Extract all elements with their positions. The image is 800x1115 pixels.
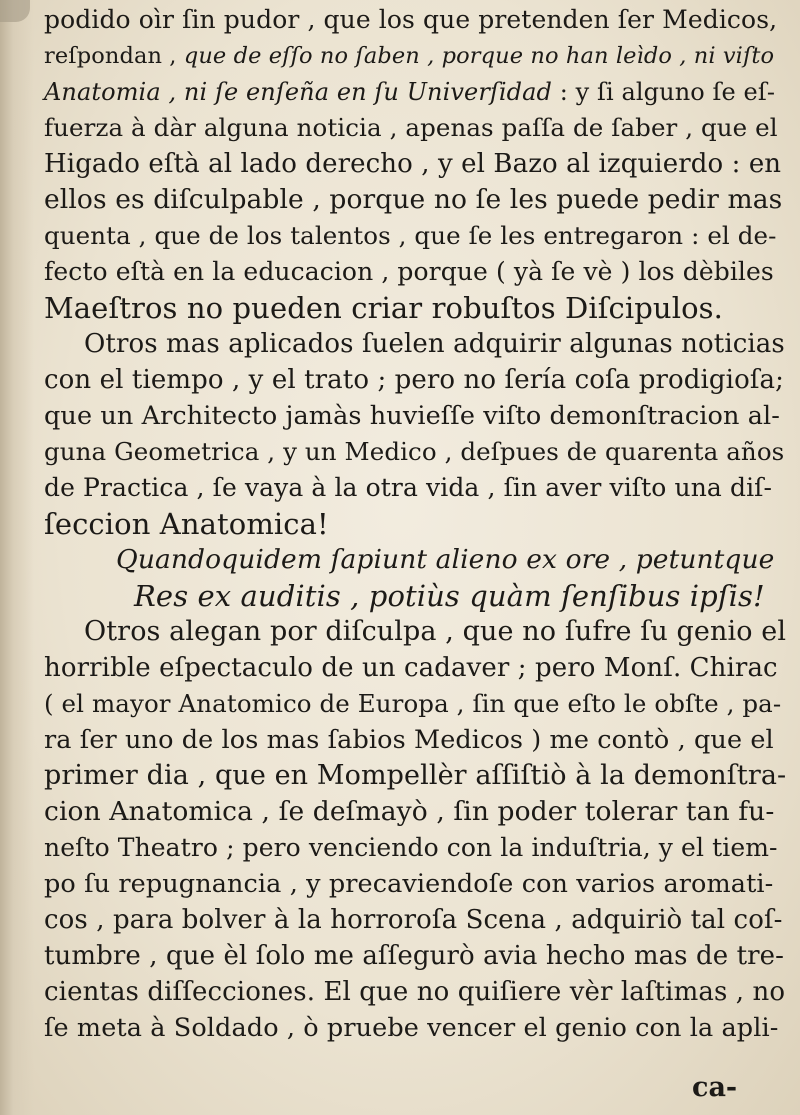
catchword: ca- [692, 1072, 738, 1103]
text-segment: Otros mas aplicados ſuelen adquirir algunas noticias [84, 329, 785, 359]
page-text [36, 2, 786, 1046]
text-segment: : y ſi alguno ſe eſ- [551, 78, 776, 106]
text-segment: neſto Theatro ; pero venciendo con la induſtria, y el tiem- [44, 833, 778, 862]
text-line [36, 398, 786, 434]
text-segment: Otros alegan por diſculpa , que no ſufre ſu genio el [84, 616, 787, 647]
text-segment: po ſu repugnancia , y precaviendoſe con varios aromati- [44, 869, 774, 899]
text-line [36, 830, 786, 866]
text-line [36, 218, 786, 254]
text-segment: cion Anatomica , ſe deſmayò , ſin poder tolerar tan fu- [44, 796, 775, 827]
italic-text-segment: que de eſſo no ſaben , porque no han leìdo , ni viſto [183, 43, 775, 69]
text-line [36, 326, 786, 362]
text-line [36, 146, 786, 182]
text-segment: que un Architecto jamàs huvieſſe viſto demonſtracion al- [44, 401, 780, 431]
text-segment: primer dia , que en Mompellèr aſſiſtiò à la demonſtra- [44, 760, 787, 791]
text-segment: ( el mayor Anatomico de Europa , ſin que eſto le obſte , pa- [44, 689, 782, 718]
text-segment: ra ſer uno de los mas ſabios Medicos ) me contò , que el [44, 725, 774, 755]
text-line [36, 794, 786, 830]
text-line [36, 1010, 786, 1046]
text-line [36, 362, 786, 398]
italic-text-segment: Quandoquidem ſapiunt alieno ex ore , petuntque [116, 544, 775, 575]
text-line [36, 506, 786, 542]
text-segment: Maeſtros no pueden criar robuſtos Diſcipulos. [44, 291, 723, 325]
text-line [36, 938, 786, 974]
text-line [36, 254, 786, 290]
text-segment: fuerza à dàr alguna noticia , apenas paſſa de ſaber , que el [44, 113, 778, 142]
text-segment: tumbre , que èl ſolo me aſſegurò avia hecho mas de tre- [44, 941, 785, 971]
text-line [36, 650, 786, 686]
text-line [36, 722, 786, 758]
text-segment: reſpondan , [44, 43, 184, 69]
text-segment: ſeccion Anatomica! [44, 507, 329, 541]
text-line [36, 686, 786, 722]
text-line [36, 38, 786, 74]
text-segment: horrible eſpectaculo de un cadaver ; pero Monſ. Chirac [44, 653, 778, 683]
text-segment: podido oìr ſin pudor , que los que pretenden ſer Medicos, [44, 5, 778, 34]
text-line [36, 758, 786, 794]
text-segment: Higado eſtà al lado derecho , y el Bazo al izquierdo : en [44, 149, 782, 179]
spine-shadow [0, 0, 34, 1115]
text-line [36, 542, 786, 578]
text-line [36, 974, 786, 1010]
text-segment: guna Geometrica , y un Medico , deſpues de quarenta años [44, 437, 785, 466]
text-segment: de Practica , ſe vaya à la otra vida , ſin aver viſto una diſ- [44, 473, 773, 502]
text-segment: fecto eſtà en la educacion , porque ( yà ſe vè ) los dèbiles [44, 257, 774, 286]
text-line [36, 182, 786, 218]
text-line [36, 2, 786, 38]
text-segment: ſe meta à Soldado , ò pruebe vencer el genio con la apli- [44, 1013, 779, 1043]
italic-text-segment: Res ex auditis , potiùs quàm ſenſibus ipſis! [134, 579, 765, 613]
text-segment: cientas diſſecciones. El que no quiſiere vèr laſtimas , no [44, 977, 786, 1007]
text-line [36, 614, 786, 650]
text-segment: con el tiempo , y el trato ; pero no ſería coſa prodigioſa; [44, 365, 785, 395]
text-segment: ellos es diſculpable , porque no ſe les puede pedir mas [44, 184, 783, 215]
text-line [36, 866, 786, 902]
text-line [36, 470, 786, 506]
italic-text-segment: Anatomia , ni ſe enſeña en ſu Univerſidad [44, 78, 552, 106]
text-segment: quenta , que de los talentos , que ſe les entregaron : el de- [44, 221, 777, 250]
text-line [36, 110, 786, 146]
text-line [36, 902, 786, 938]
text-line [36, 434, 786, 470]
text-segment: cos , para bolver à la horroroſa Scena , adquiriò tal coſ- [44, 905, 783, 935]
text-line [36, 578, 786, 614]
text-line [36, 74, 786, 110]
text-line [36, 290, 786, 326]
